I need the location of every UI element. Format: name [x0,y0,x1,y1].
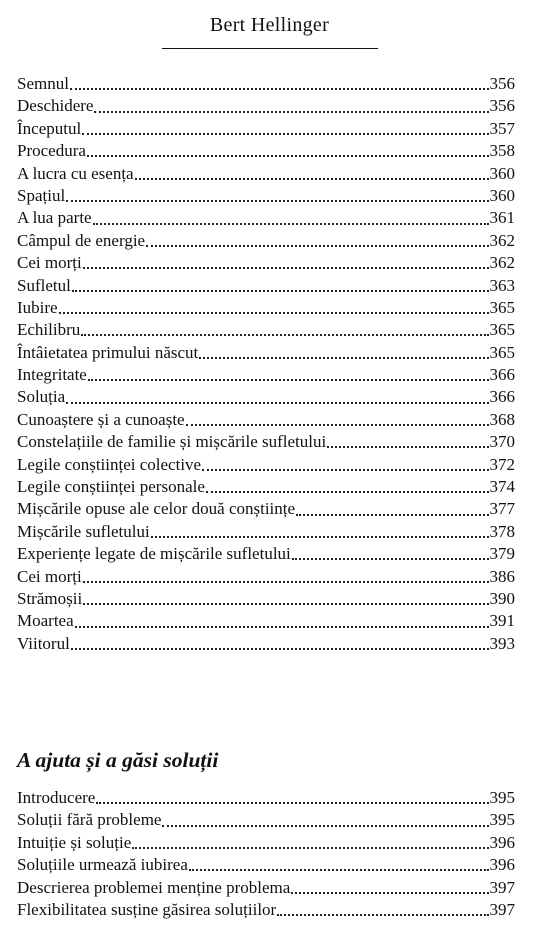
toc-entry [17,610,515,632]
toc-entry [17,342,515,364]
dot-leader [186,424,489,426]
toc-entry [17,364,515,386]
running-header-author: Bert Hellinger [209,14,330,36]
toc-entry [17,118,515,140]
toc-entry-title: Întâietatea primului născut [17,342,199,362]
dot-leader [59,312,489,314]
toc-entry [17,230,515,252]
dot-leader [81,334,488,336]
toc-entry-page: 360 [489,185,515,205]
dot-leader [66,402,488,404]
toc-entry [17,877,515,899]
toc-entry-title: Viitorul [17,633,70,653]
toc-entry [17,498,515,520]
toc-entry [17,73,515,95]
toc-entry-title: A lucra cu esența [17,163,134,183]
toc-entry-page: 362 [489,230,515,250]
toc-entry-page: 362 [489,253,515,273]
toc-entry-title: Moartea [17,611,74,631]
toc-entry-title: Legile conștiinței colective [17,454,202,474]
dot-leader [70,88,489,90]
toc-entry-page: 358 [489,141,515,161]
toc-entry [17,431,515,453]
dot-leader [94,111,488,113]
toc-entry-title: Integritate [17,365,87,385]
dot-leader [83,603,488,605]
toc-entry-page: 378 [489,521,515,541]
toc-entry-title: Soluții fără probleme [17,810,162,830]
toc-entry-page: 365 [489,320,515,340]
toc-entry-page: 365 [489,297,515,317]
toc-entry [17,185,515,207]
toc-entry-page: 368 [489,409,515,429]
toc-entry-page: 393 [489,633,515,653]
toc-entry [17,386,515,408]
toc-entry-title: Iubire [17,297,58,317]
dot-leader [291,892,488,894]
toc-entry-page: 397 [489,877,515,897]
toc-entry-page: 374 [489,477,515,497]
toc-entry [17,319,515,341]
toc-entry-title: Mișcările sufletului [17,521,150,541]
toc-entry [17,832,515,854]
toc-entry [17,809,515,831]
dot-leader [82,133,488,135]
toc-entry-title: Deschidere [17,96,94,116]
dot-leader [96,802,488,804]
toc-entry [17,207,515,229]
dot-leader [83,581,489,583]
toc-entry-title: Procedura [17,141,86,161]
toc-entry [17,252,515,274]
toc-entry [17,899,515,921]
toc-entry-page: 356 [489,96,515,116]
toc-entry [17,140,515,162]
toc-entry-title: Semnul [17,74,69,93]
dot-leader [75,626,489,628]
dot-leader [87,155,489,157]
toc-entry-page: 390 [489,588,515,608]
toc-entry-title: Strămoșii [17,588,83,608]
dot-leader [66,200,488,202]
toc-entry-page: 396 [489,855,515,875]
toc-entry [17,521,515,543]
toc-list-part1 [17,73,515,655]
dot-leader [146,245,488,247]
toc-entry-title: Soluțiile urmează iubirea [17,855,188,875]
dot-leader [88,379,489,381]
toc-entry-page: 372 [489,454,515,474]
toc-entry [17,95,515,117]
dot-leader [132,847,488,849]
toc-entry-title: Cei morți [17,253,82,273]
toc-entry [17,275,515,297]
dot-leader [72,290,489,292]
toc-entry [17,854,515,876]
dot-leader [83,267,489,269]
toc-entry-title: Intuiție și soluție [17,832,132,852]
toc-entry-title: Câmpul de energie [17,230,146,250]
toc-entry-title: Legile conștiinței personale [17,477,205,497]
toc-entry-page: 361 [489,208,515,228]
dot-leader [71,648,489,650]
toc-entry-title: Experiențe legate de mișcările sufletului [17,544,291,564]
dot-leader [202,469,488,471]
toc-entry-page: 397 [489,899,515,919]
toc-entry [17,409,515,431]
toc-entry-title: Mișcările opuse ale celor două conștiințe [17,499,296,519]
toc-entry [17,297,515,319]
toc-entry-page: 391 [489,611,515,631]
dot-leader [327,446,488,448]
dot-leader [93,223,489,225]
dot-leader [189,869,489,871]
toc-entry-page: 396 [489,832,515,852]
toc-entry [17,454,515,476]
section-heading: A ajuta și a găsi soluții [17,748,219,772]
dot-leader [206,491,489,493]
toc-entry [17,163,515,185]
toc-entry-page: 370 [489,432,515,452]
dot-leader [199,357,488,359]
toc-entry-title: Sufletul [17,275,71,295]
toc-entry-page: 377 [489,499,515,519]
toc-entry-title: Începutul [17,118,82,138]
toc-list-part2 [17,787,515,921]
dot-leader [296,514,488,516]
toc-entry [17,476,515,498]
dot-leader [292,558,489,560]
toc-entry [17,633,515,655]
toc-entry-page: 366 [489,365,515,385]
toc-entry-page: 360 [489,163,515,183]
toc-entry-page: 395 [489,810,515,830]
toc-entry-page: 357 [489,118,515,138]
toc-entry-page: 356 [489,74,515,93]
toc-entry-page: 386 [489,566,515,586]
toc-entry-page: 379 [489,544,515,564]
toc-entry [17,566,515,588]
toc-entry [17,787,515,809]
toc-entry-title: Flexibilitatea susține găsirea soluțiilor [17,899,277,919]
toc-entry-title: Spațiul [17,185,66,205]
toc-entry-page: 365 [489,342,515,362]
toc-entry-title: Cei morți [17,566,82,586]
header-rule [162,48,378,49]
dot-leader [151,536,489,538]
dot-leader [135,178,489,180]
toc-entry-title: Introducere [17,788,96,807]
toc-entry-title: Echilibru [17,320,81,340]
toc-entry-title: Cunoaștere și a cunoaște [17,409,185,429]
toc-entry-page: 395 [489,788,515,807]
toc-entry-page: 366 [489,387,515,407]
toc-entry-page: 363 [489,275,515,295]
toc-entry-title: Descrierea problemei menține problema [17,877,291,897]
toc-entry [17,588,515,610]
toc-entry [17,543,515,565]
toc-entry-title: Soluția [17,387,66,407]
dot-leader [277,914,488,916]
toc-entry-title: Constelațiile de familie și mișcările sufletului [17,432,327,452]
dot-leader [162,825,488,827]
toc-entry-title: A lua parte [17,208,92,228]
